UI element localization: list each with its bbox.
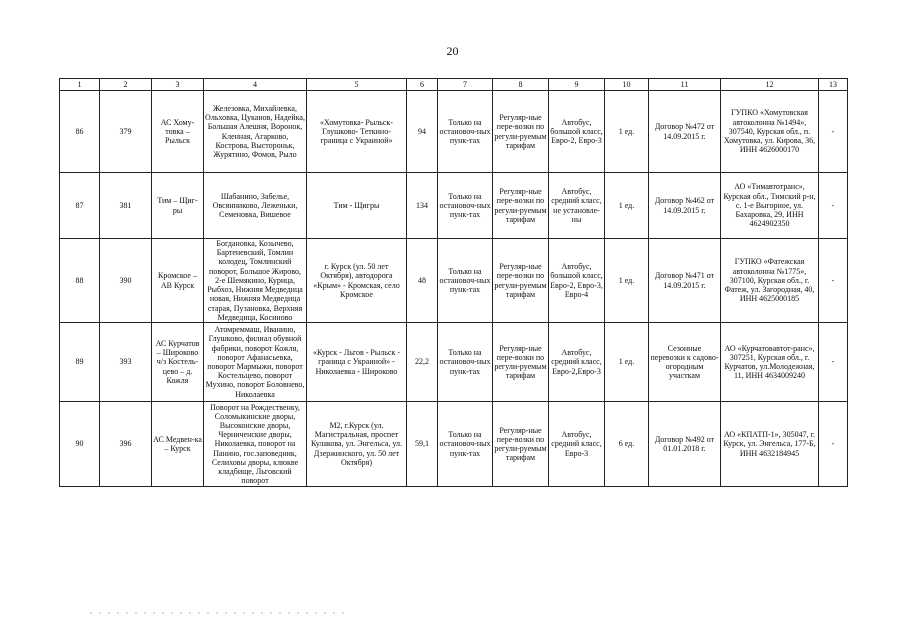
registry-number: 379 xyxy=(100,91,152,173)
carrier-info: АО «Курчатовавтот-ранс», 307251, Курская обл., г. Курчатов, ул.Молодежная, 11, ИНН 4634009240 xyxy=(721,323,819,402)
route-streets: Тим - Щигры xyxy=(307,173,407,239)
route-number: 86 xyxy=(60,91,100,173)
vehicle-count: 1 ед. xyxy=(605,239,649,323)
header-cell: 1 xyxy=(60,79,100,91)
start-date: Договор №472 от 14.09.2015 г. xyxy=(649,91,721,173)
start-date: Сезонные перевозки к садово-огородным участкам xyxy=(649,323,721,402)
transport-type: Регуляр-ные пере-возки по регули-руемым тарифам xyxy=(493,239,549,323)
header-cell: 8 xyxy=(493,79,549,91)
intermediate-stops: Атомреммаш, Иванино, Глушково, филиал обувной фабрики, поворот Кожля, поворот Афанасьевка, поворот Мармыжи, поворот Костельцево, поворот Мухино, поворот Боловнево, Николаевка xyxy=(204,323,307,402)
carrier-info: ГУПКО «Хомутовская автоколонна №1494», 307540, Курская обл., п. Хомутовка, ул. Кирова, 36, ИНН 4626000170 xyxy=(721,91,819,173)
route-streets: г. Курск (ул. 50 лет Октября), автодорога «Крым» - Кромская, село Кромское xyxy=(307,239,407,323)
table-row xyxy=(60,173,848,239)
routes-table xyxy=(59,78,848,487)
route-streets: «Хомутовка- Рыльск- Глушково- Теткино- граница с Украиной» xyxy=(307,91,407,173)
transport-type: Регуляр-ные пере-возки по регули-руемым тарифам xyxy=(493,173,549,239)
header-row xyxy=(60,79,848,91)
carrier-info: АО «Тимавтотранс», Курская обл., Тимский р-н, с. 1-е Выгорное, ул. Бахаровка, 29, ИНН 4624902350 xyxy=(721,173,819,239)
transport-type: Регуляр-ные пере-возки по регули-руемым тарифам xyxy=(493,91,549,173)
boarding-procedure: Только на остановоч-ных пунк-тах xyxy=(438,402,493,487)
boarding-procedure: Только на остановоч-ных пунк-тах xyxy=(438,323,493,402)
intermediate-stops: Богдановка, Козычево, Бартеневский, Томлин колодец, Томлинский поворот, Большое Жирово, 2-е Шемякино, Курица, Рыбхоз, Нижняя Медведица новая, Нижняя Медведица старая, Пузановка, Верхняя Медведица, Косиново xyxy=(204,239,307,323)
route-name: Кромское – АВ Курск xyxy=(152,239,204,323)
registry-number: 381 xyxy=(100,173,152,239)
extra-column: - xyxy=(819,402,848,487)
registry-number: 393 xyxy=(100,323,152,402)
header-cell: 12 xyxy=(721,79,819,91)
header-cell: 7 xyxy=(438,79,493,91)
extra-column: - xyxy=(819,173,848,239)
boarding-procedure: Только на остановоч-ных пунк-тах xyxy=(438,91,493,173)
start-date: Договор №462 от 14.09.2015 г. xyxy=(649,173,721,239)
start-date: Договор №471 от 14.09.2015 г. xyxy=(649,239,721,323)
route-name: АС Медвен-ка – Курск xyxy=(152,402,204,487)
header-cell: 11 xyxy=(649,79,721,91)
route-length: 134 xyxy=(407,173,438,239)
route-number: 87 xyxy=(60,173,100,239)
boarding-procedure: Только на остановоч-ных пунк-тах xyxy=(438,239,493,323)
vehicle-class: Автобус, большой класс, Евро-2, Евро-3, Евро-4 xyxy=(549,239,605,323)
route-length: 48 xyxy=(407,239,438,323)
transport-type: Регуляр-ные пере-возки по регули-руемым тарифам xyxy=(493,402,549,487)
table-row xyxy=(60,323,848,402)
route-number: 90 xyxy=(60,402,100,487)
intermediate-stops: Поворот на Рождественку, Соломыкинские дворы, Высоконские дворы, Черниченские дворы, Николаевка, поворот на Панино, гос.заповедник, Селиховы дворы, клюкве кладбище, Льговский поворот xyxy=(204,402,307,487)
intermediate-stops: Шабанино, Забелье, Овсянниково, Леженьки, Семеновка, Вишевое xyxy=(204,173,307,239)
header-cell: 4 xyxy=(204,79,307,91)
extra-column: - xyxy=(819,323,848,402)
page-number: 20 xyxy=(446,44,459,58)
header-cell: 10 xyxy=(605,79,649,91)
carrier-info: АО «КПАТП-1», 305047, г. Курск, ул. Энгельса, 177-Б, ИНН 4632184945 xyxy=(721,402,819,487)
header-cell: 6 xyxy=(407,79,438,91)
vehicle-count: 1 ед. xyxy=(605,173,649,239)
vehicle-count: 1 ед. xyxy=(605,323,649,402)
table-row xyxy=(60,402,848,487)
transport-type: Регуляр-ные пере-возки по регули-руемым тарифам xyxy=(493,323,549,402)
route-streets: М2, г.Курск (ул. Магистральная, проспет Кулакова, ул. Энгельса, ул. Дзержинского, ул. 50 лет Октября) xyxy=(307,402,407,487)
extra-column: - xyxy=(819,239,848,323)
table-row xyxy=(60,91,848,173)
route-length: 59,1 xyxy=(407,402,438,487)
vehicle-count: 6 ед. xyxy=(605,402,649,487)
route-number: 88 xyxy=(60,239,100,323)
vehicle-class: Автобус, средний класс, Евро-3 xyxy=(549,402,605,487)
scan-artifact xyxy=(90,612,350,614)
route-number: 89 xyxy=(60,323,100,402)
registry-number: 390 xyxy=(100,239,152,323)
route-name: АС Курчатов – Широково ч/з Костель-цево – д. Кожля xyxy=(152,323,204,402)
boarding-procedure: Только на остановоч-ных пунк-тах xyxy=(438,173,493,239)
route-length: 94 xyxy=(407,91,438,173)
carrier-info: ГУПКО «Фатежская автоколонна №1775», 307100, Курская обл., г. Фатеж, ул. Загородная, 40, ИНН 4625000185 xyxy=(721,239,819,323)
route-streets: «Курск - Льгов - Рыльск - граница с Украиной» - Николаевка - Широково xyxy=(307,323,407,402)
header-cell: 13 xyxy=(819,79,848,91)
intermediate-stops: Железовка, Михайлевка, Ольховка, Цуканов, Надейка, Большая Алешня, Воронок, Кленная, Агарково, Кострова, Выстороньк, Журятино, Фомов, Рыло xyxy=(204,91,307,173)
registry-number: 396 xyxy=(100,402,152,487)
vehicle-class: Автобус, средний класс, не установле-ны xyxy=(549,173,605,239)
header-cell: 5 xyxy=(307,79,407,91)
header-cell: 2 xyxy=(100,79,152,91)
route-name: Тим – Щиг-ры xyxy=(152,173,204,239)
start-date: Договор №492 от 01.01.2018 г. xyxy=(649,402,721,487)
vehicle-class: Автобус, большой класс, Евро-2, Евро-3 xyxy=(549,91,605,173)
header-cell: 3 xyxy=(152,79,204,91)
vehicle-count: 1 ед. xyxy=(605,91,649,173)
table-row xyxy=(60,239,848,323)
vehicle-class: Автобус, средний класс, Евро-2,Евро-3 xyxy=(549,323,605,402)
extra-column: - xyxy=(819,91,848,173)
route-length: 22,2 xyxy=(407,323,438,402)
header-cell: 9 xyxy=(549,79,605,91)
route-name: АС Хому-товка – Рыльск xyxy=(152,91,204,173)
